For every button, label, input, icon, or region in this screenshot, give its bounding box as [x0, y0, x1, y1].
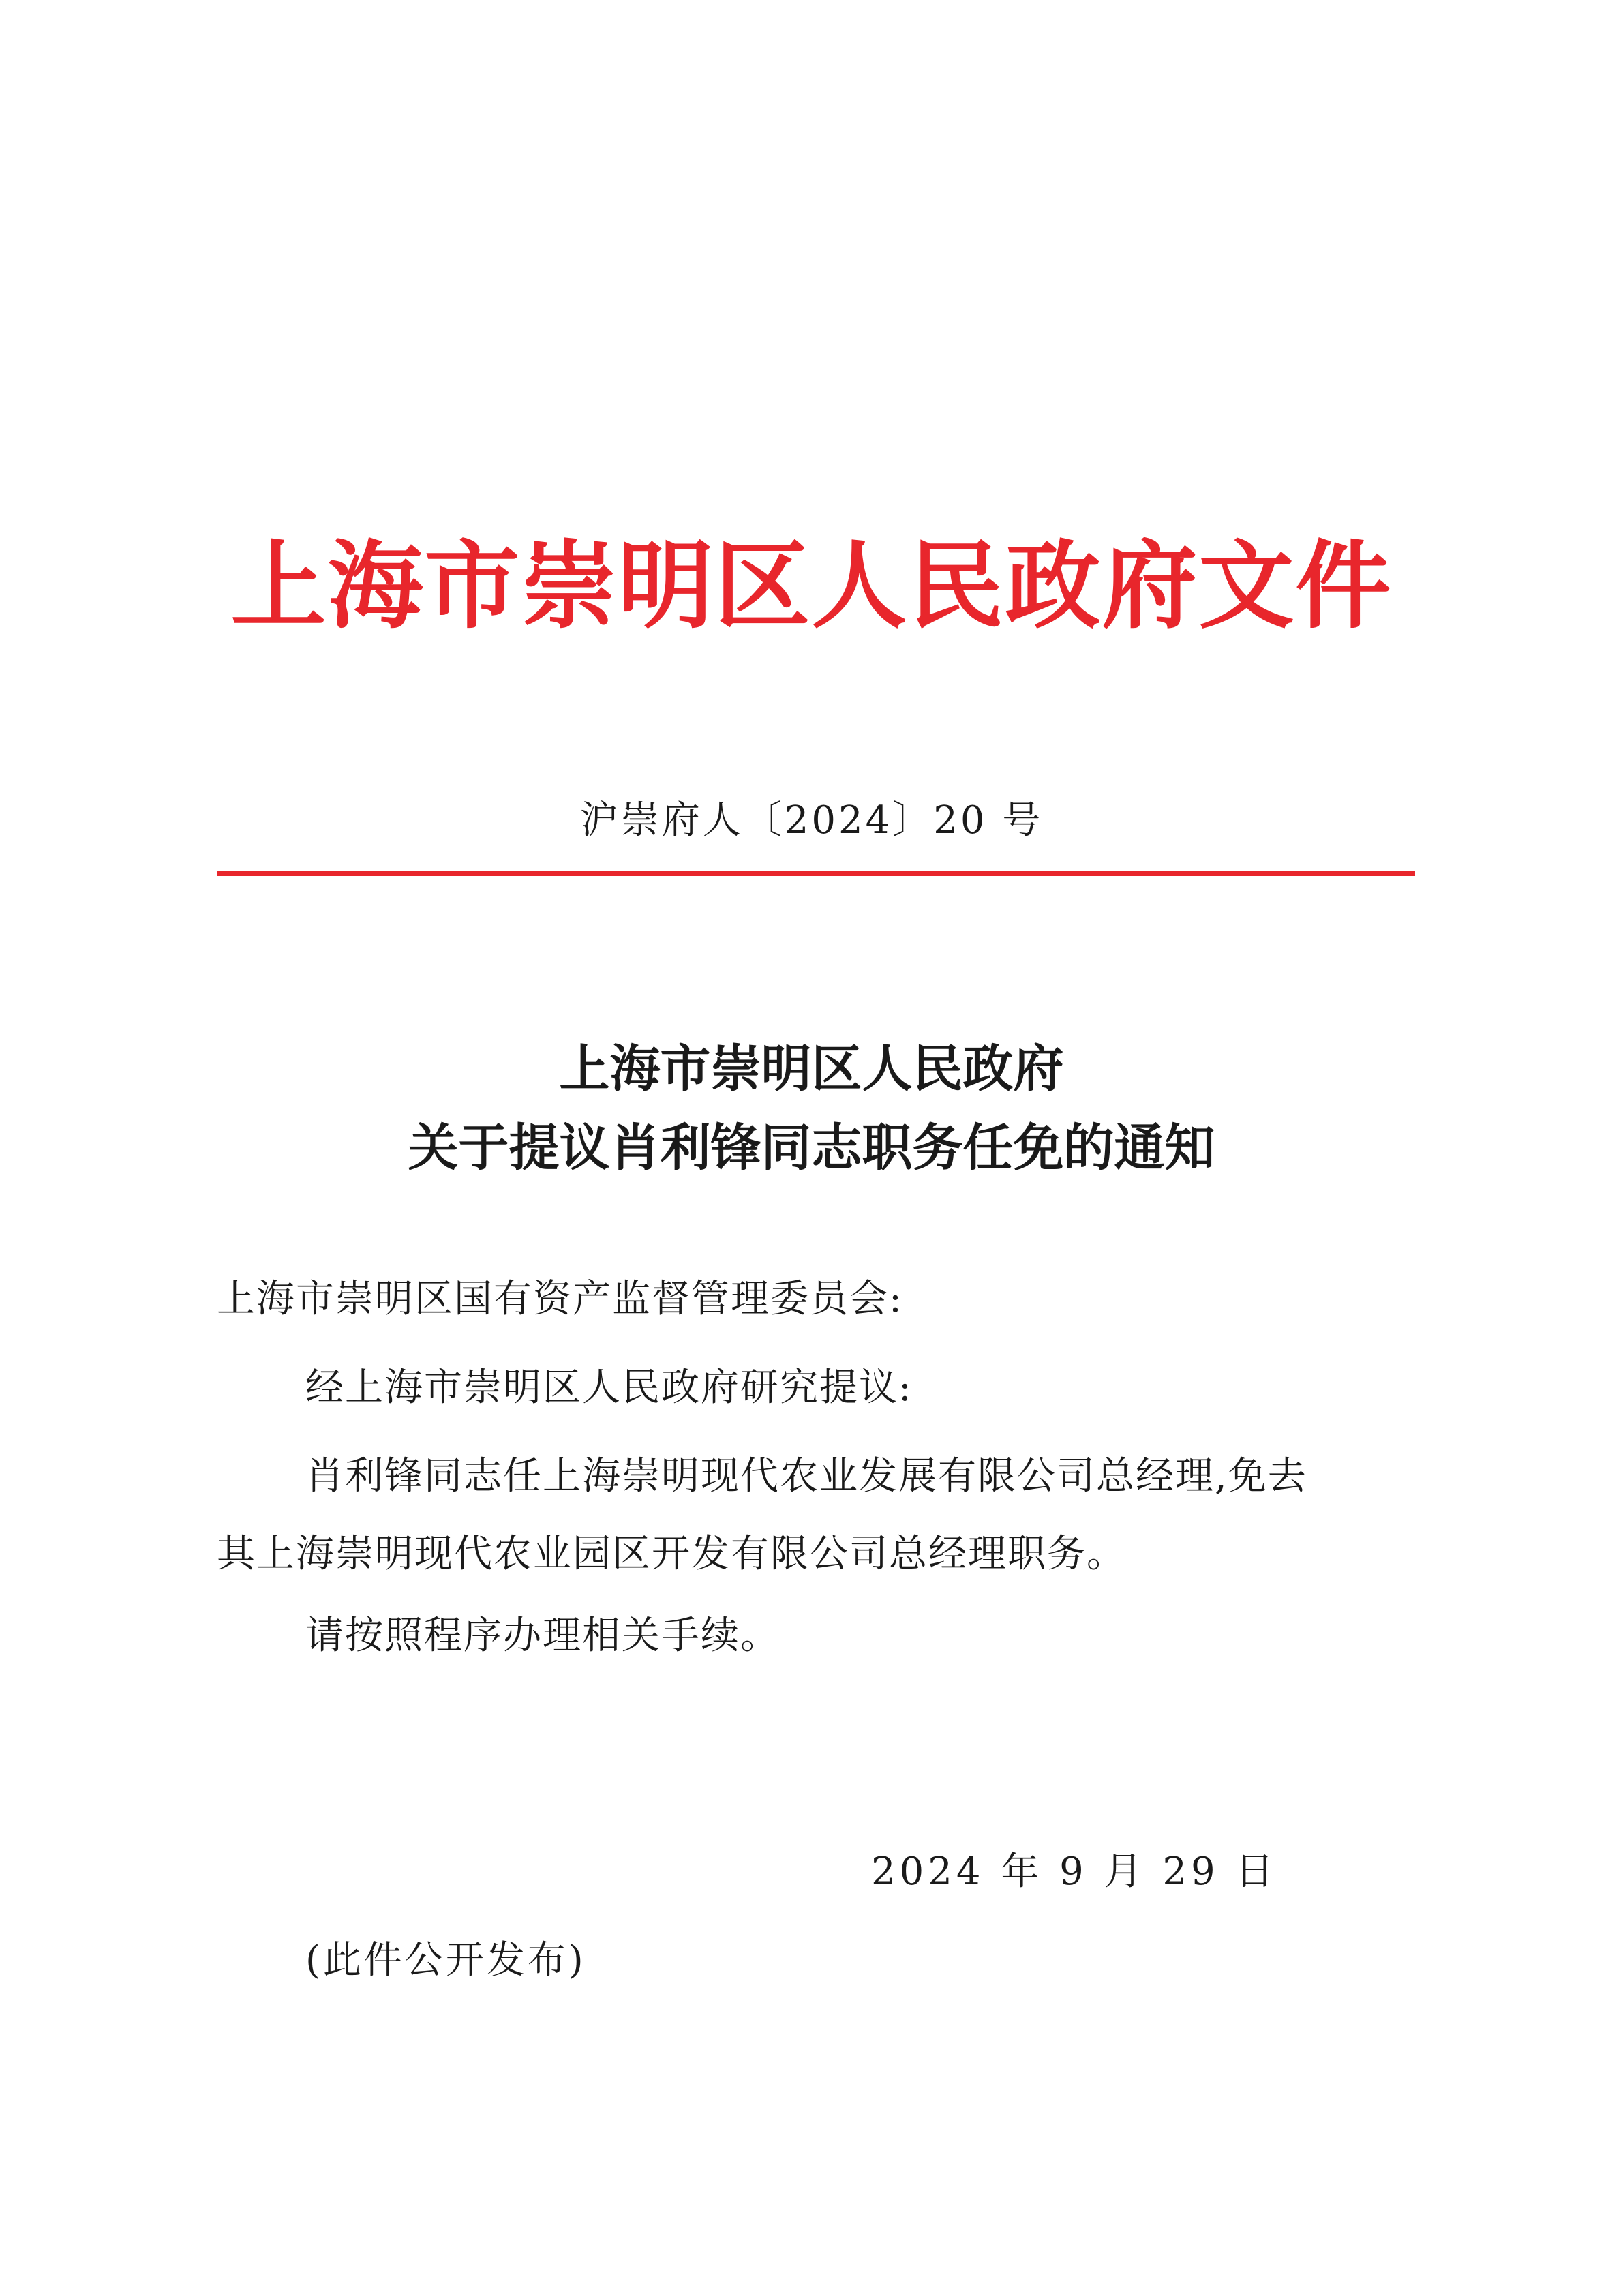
document-number: 沪崇府人〔2024〕20 号 [579, 798, 1044, 843]
body-paragraph-3: 请按照程序办理相关手续。 [305, 1614, 780, 1658]
addressee: 上海市崇明区国有资产监督管理委员会: [217, 1277, 903, 1321]
subject-line-1: 上海市崇明区人民政府 [559, 1040, 1064, 1098]
body-paragraph-2-line-2: 其上海崇明现代农业园区开发有限公司总经理职务。 [217, 1532, 1126, 1576]
body-paragraph-1: 经上海市崇明区人民政府研究提议: [305, 1365, 913, 1410]
red-divider [217, 871, 1415, 876]
issuer-title: 上海市崇明区人民政府文件 [230, 530, 1393, 642]
document-subject [0, 1029, 1623, 1188]
subject-line-2: 关于提议肖利锋同志职务任免的通知 [408, 1119, 1215, 1177]
body-paragraph-2-line-1: 肖利锋同志任上海崇明现代农业发展有限公司总经理,免去 [305, 1454, 1307, 1498]
issue-date: 2024 年 9 月 29 日 [871, 1849, 1278, 1894]
publish-note: (此件公开发布) [305, 1938, 586, 1982]
